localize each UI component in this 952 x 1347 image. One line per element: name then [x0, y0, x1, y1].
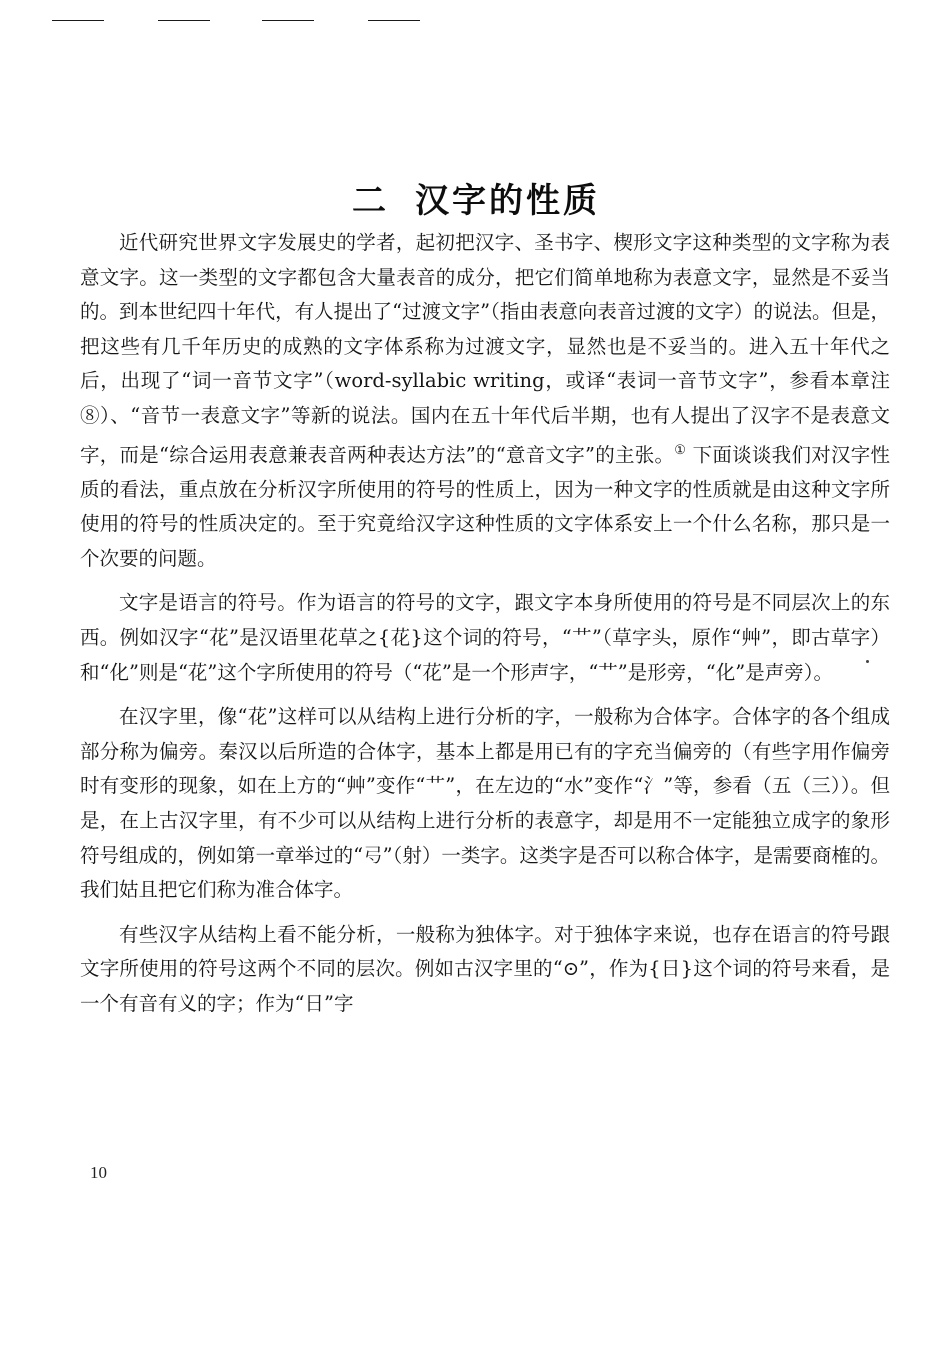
- paragraph: [80, 918, 890, 1022]
- header-rule: [368, 20, 420, 21]
- paragraph: [80, 586, 890, 690]
- chapter-heading: [0, 173, 952, 222]
- body-text: [80, 226, 890, 1032]
- header-rule: [52, 20, 104, 21]
- paragraph-text: 近代研究世界文字发展史的学者，起初把汉字、圣书字、楔形文字这种类型的文字称为表意文字。这一类型的文字都包含大量表音的成分，把它们简单地称为表意文字，显然是不妥当的。到本世纪四十年代，有人提出了“过渡文字”（指由表意向表音过渡的文字）的说法。但是，把这些有几千年历史的成熟的文字体系称为过渡文字，显然也是不妥当的。进入五十年代之后，出现了“词一音节文字”（word-syllabic writing，或译“表词一音节文字”，参看本章注⑧）、“音节一表意文字”等新的说法。国内在五十年代后半期，也有人提出了汉字不是表意文字，而是“综合运用表意兼表音两种表达方法”的“意音文字”的主张。: [80, 231, 890, 467]
- paragraph-text: 有些汉字从结构上看不能分析，一般称为独体字。对于独体字来说，也存在语言的符号跟文字所使用的符号这两个不同的层次。例如古汉字里的“⊙”，作为{日}这个词的符号来看，是一个有音有义的字；作为“日”字: [80, 922, 890, 1015]
- footnote-marker[interactable]: ①: [674, 442, 687, 458]
- chapter-number: 二: [352, 180, 389, 221]
- paragraph: [80, 700, 890, 908]
- paragraph-text: 下面谈谈我们对汉字性质的看法，重点放在分析汉字所使用的符号的性质上，因为一种文字的性质就是由这种文字所使用的符号的性质决定的。至于究竟给汉字这种性质的文字体系安上一个什么名称，那只是一个次要的问题。: [80, 443, 890, 570]
- paragraph-text: 在汉字里，像“花”这样可以从结构上进行分析的字，一般称为合体字。合体字的各个组成部分称为偏旁。秦汉以后所造的合体字，基本上都是用已有的字充当偏旁的（有些字用作偏旁时有变形的现象，如在上方的“艸”变作“艹”，在左边的“水”变作“氵”等，参看（五（三））。但是，在上古汉字里，有不少可以从结构上进行分析的表意字，却是用不一定能独立成字的象形符号组成的，例如第一章举过的“𢎚”（射）一类字。这类字是否可以称合体字，是需要商榷的。我们姑且把它们称为准合体字。: [80, 705, 890, 902]
- paragraph: [80, 226, 890, 576]
- header-rule: [262, 20, 314, 21]
- header-rule: [158, 20, 210, 21]
- scan-speck: [866, 660, 869, 663]
- paragraph-text: 文字是语言的符号。作为语言的符号的文字，跟文字本身所使用的符号是不同层次上的东西。例如汉字“花”是汉语里花草之{花}这个词的符号，“艹”（草字头，原作“艸”，即古草字）和“化”则是“花”这个字所使用的符号（“花”是一个形声字，“艹”是形旁，“化”是声旁）。: [80, 591, 890, 684]
- page-number: 10: [90, 1163, 107, 1182]
- chapter-title: 汉字的性质: [415, 180, 600, 221]
